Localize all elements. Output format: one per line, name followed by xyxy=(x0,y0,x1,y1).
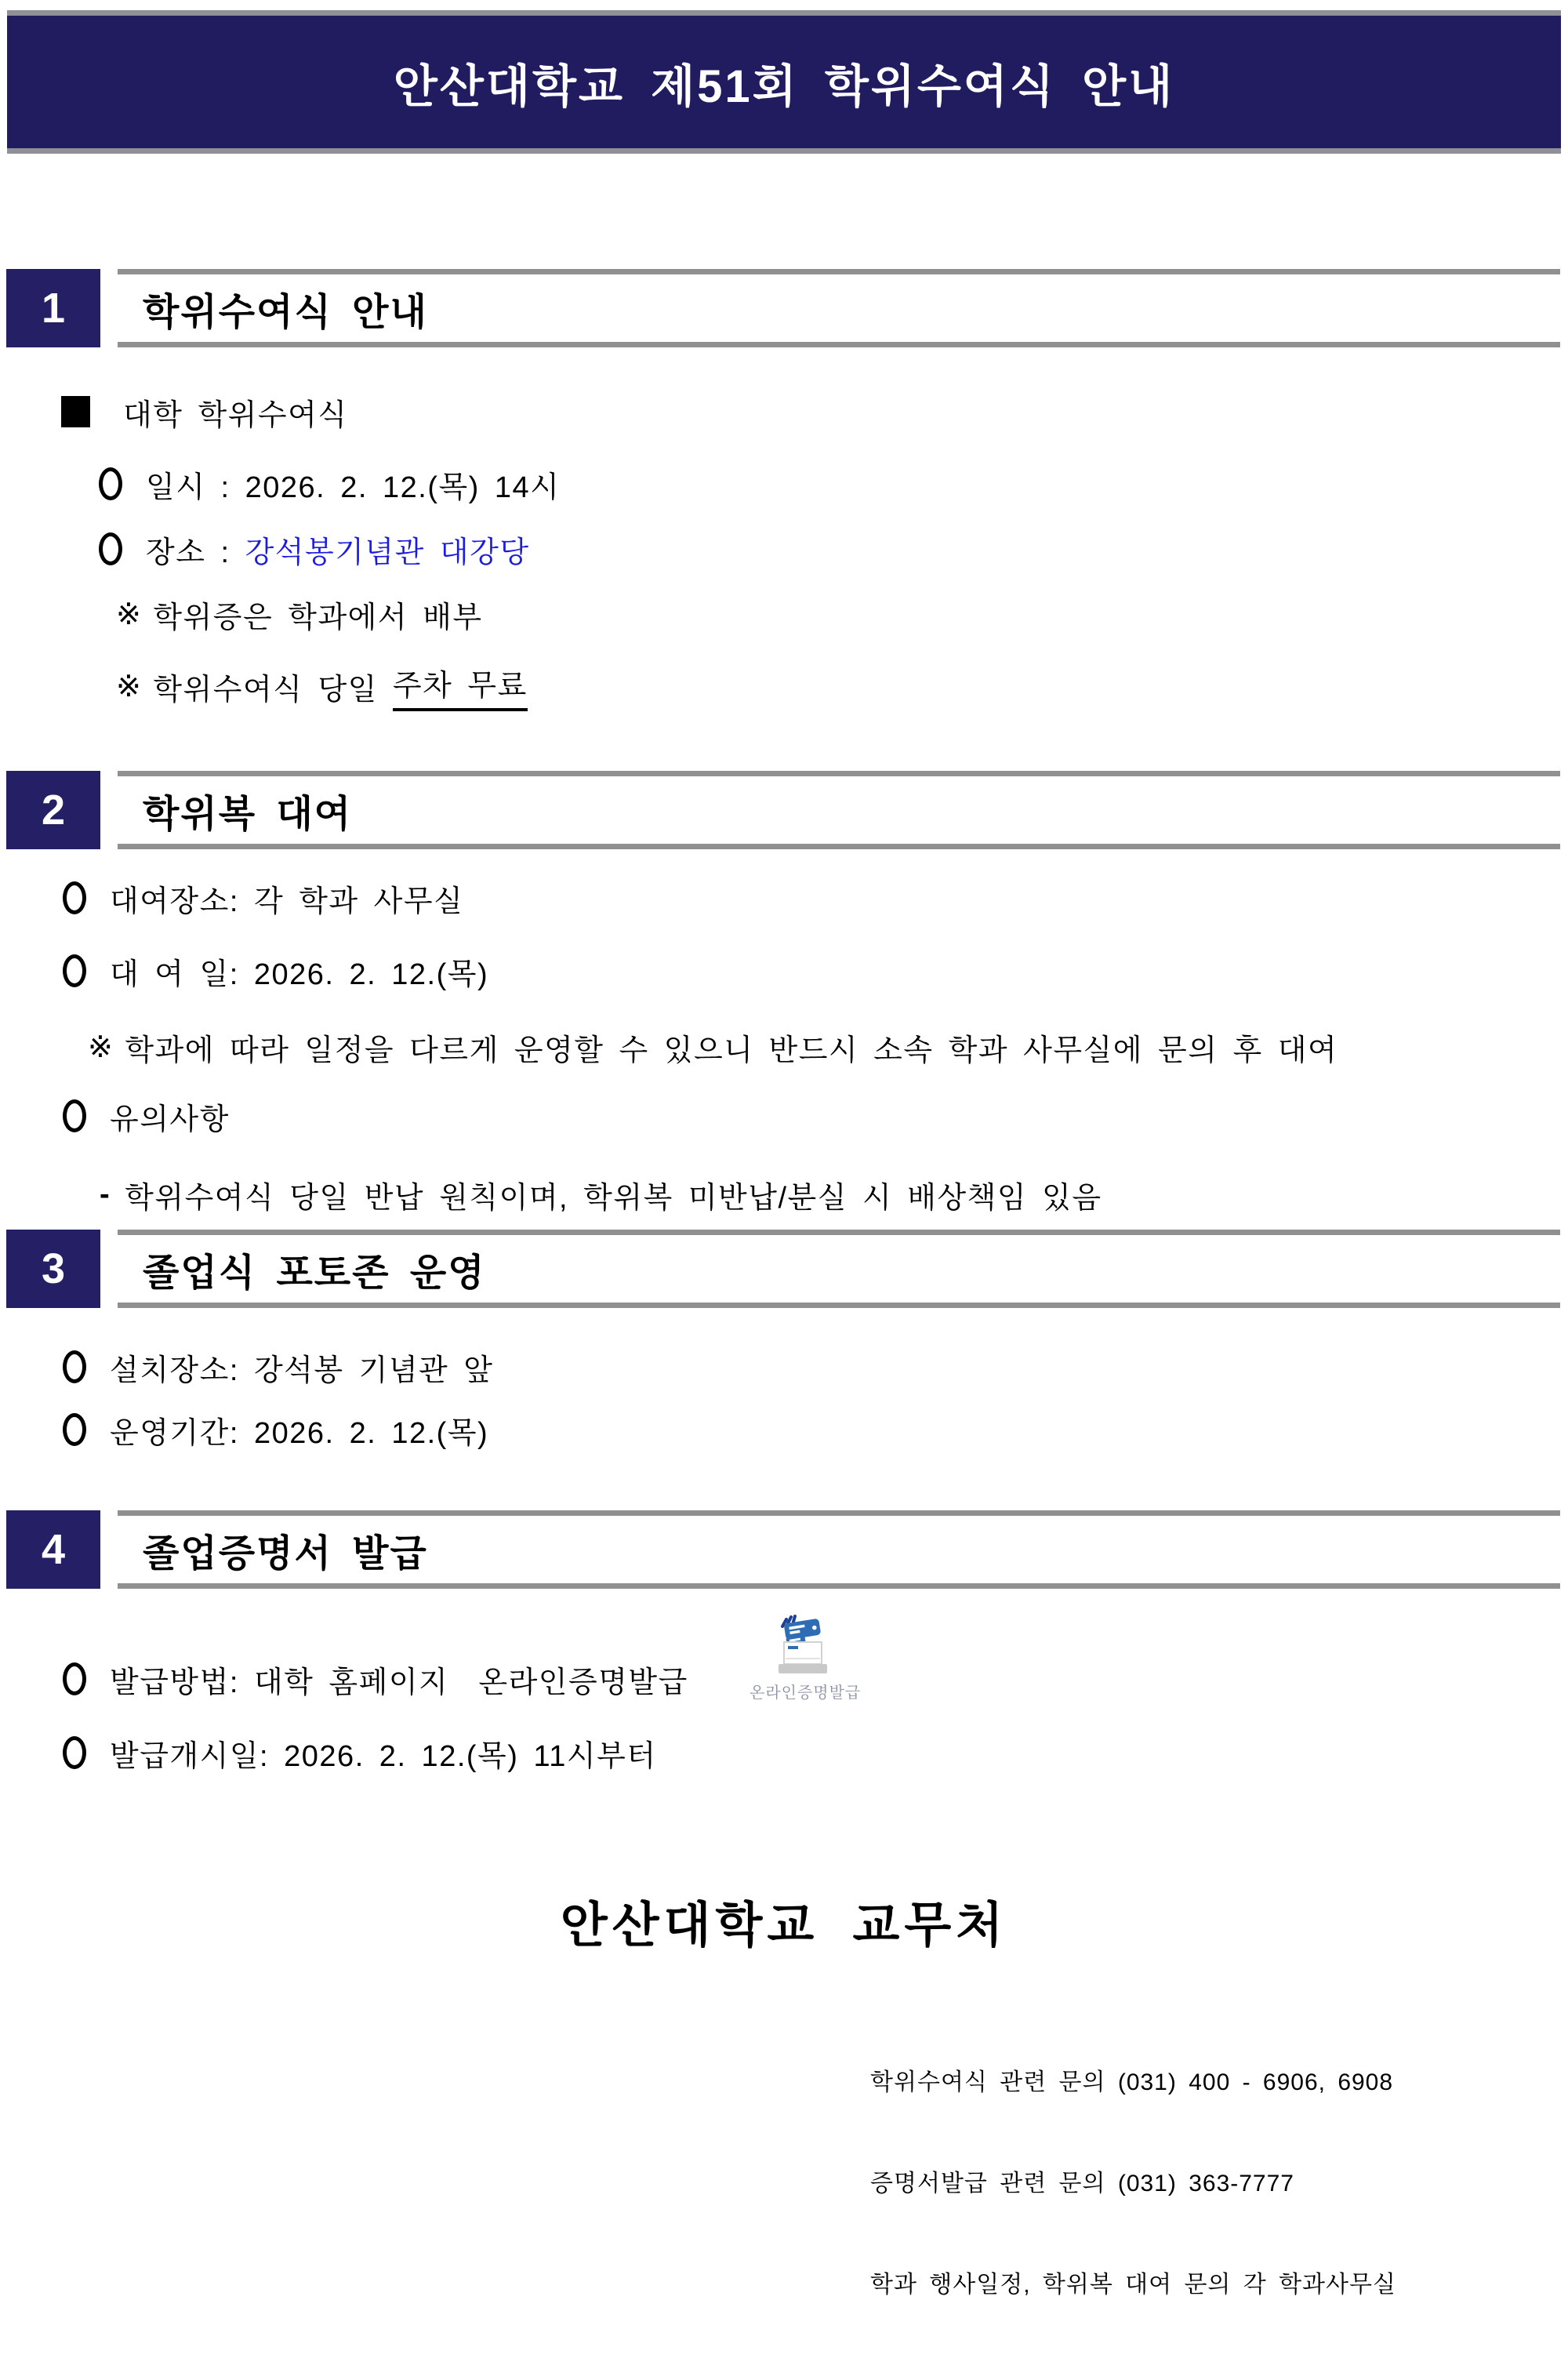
square-bullet-icon xyxy=(61,396,90,427)
circle-bullet-icon xyxy=(63,1350,86,1383)
section-2-header-gap xyxy=(100,771,118,849)
s2-line2-text: 대 여 일: 2026. 2. 12.(목) xyxy=(110,957,489,991)
s2-line1 xyxy=(63,878,463,917)
section-1-number: 1 xyxy=(6,269,100,347)
section-4-header xyxy=(6,1510,1560,1589)
section-3-header-gap xyxy=(100,1230,118,1308)
section-1-header-gap xyxy=(100,269,118,347)
dash-bullet-icon: - xyxy=(100,1177,111,1211)
title-banner xyxy=(7,10,1561,154)
s3-line2-text: 운영기간: 2026. 2. 12.(목) xyxy=(110,1416,489,1450)
s3-line1 xyxy=(63,1347,494,1386)
s1-intro-line xyxy=(61,392,348,431)
section-3-rule xyxy=(118,1230,1560,1308)
circle-bullet-icon xyxy=(63,1413,86,1446)
contact-line-ceremony: 학위수여식 관련 문의 (031) 400 - 6906, 6908 xyxy=(870,2069,1394,2095)
contact-info-block xyxy=(870,1998,1396,2369)
s1-note2-line xyxy=(116,667,528,706)
issuing-office-title: 안산대학교 교무처 xyxy=(560,1898,1008,1953)
s4-line1-text: 발급방법: 대학 홈페이지 온라인증명발급 xyxy=(110,1666,688,1699)
section-2-number: 2 xyxy=(6,771,100,849)
section-4-number: 4 xyxy=(6,1510,100,1589)
s4-line2-text: 발급개시일: 2026. 2. 12.(목) 11시부터 xyxy=(110,1739,657,1773)
s1-datetime-text: 일시 : 2026. 2. 12.(목) 14시 xyxy=(146,471,561,504)
section-2-header xyxy=(6,771,1560,849)
reference-mark-icon: ※ xyxy=(116,670,143,703)
s2-note-line xyxy=(88,1027,1338,1066)
section-2-rule xyxy=(118,771,1560,849)
contact-line-department: 학과 행사일정, 학위복 대여 문의 각 학과사무실 xyxy=(870,2272,1396,2298)
circle-bullet-icon xyxy=(63,881,86,914)
document-title: 안산대학교 제51회 학위수여식 안내 xyxy=(393,60,1175,112)
circle-bullet-icon xyxy=(99,532,122,565)
s2-line3 xyxy=(63,1096,230,1135)
s2-line3-text: 유의사항 xyxy=(110,1103,230,1136)
s3-line1-text: 설치장소: 강석봉 기념관 앞 xyxy=(110,1353,494,1387)
circle-bullet-icon xyxy=(63,1662,86,1695)
section-2-title: 학위복 대여 xyxy=(143,793,353,835)
section-1-title: 학위수여식 안내 xyxy=(143,291,428,333)
section-1-rule xyxy=(118,269,1560,347)
section-4-title: 졸업증명서 발급 xyxy=(143,1532,428,1575)
circle-bullet-icon xyxy=(63,1099,86,1132)
s1-venue-value: 강석봉기념관 대강당 xyxy=(245,536,530,569)
circle-bullet-icon xyxy=(63,1736,86,1769)
circle-bullet-icon xyxy=(99,467,122,500)
s2-line2 xyxy=(63,951,488,990)
online-certificate-printer-icon xyxy=(775,1614,831,1678)
contact-line-certificate: 증명서발급 관련 문의 (031) 363-7777 xyxy=(870,2171,1294,2196)
s2-sub-line xyxy=(100,1175,1102,1214)
s1-venue-line xyxy=(99,529,530,569)
s1-note2-underlined: 주차 무료 xyxy=(393,661,528,711)
section-4-rule xyxy=(118,1510,1560,1589)
section-3-number: 3 xyxy=(6,1230,100,1308)
s1-note2-prefix: 학위수여식 당일 xyxy=(153,673,393,707)
reference-mark-icon: ※ xyxy=(116,598,143,631)
section-4-header-gap xyxy=(100,1510,118,1589)
s1-intro-text: 대학 학위수여식 xyxy=(123,398,348,432)
s1-venue-label: 장소 : xyxy=(146,536,245,569)
section-1-header xyxy=(6,269,1560,347)
s3-line2 xyxy=(63,1410,488,1449)
section-3-title: 졸업식 포토존 운영 xyxy=(143,1252,486,1294)
reference-mark-icon: ※ xyxy=(88,1030,114,1064)
s1-note1-text: 학위증은 학과에서 배부 xyxy=(153,601,483,634)
s2-line1-text: 대여장소: 각 학과 사무실 xyxy=(110,885,464,918)
s4-line2 xyxy=(63,1733,657,1772)
s2-sub-text: 학위수여식 당일 반납 원칙이며, 학위복 미반납/분실 시 배상책임 있음 xyxy=(125,1181,1102,1215)
s1-datetime-line xyxy=(99,464,560,503)
s4-line1 xyxy=(63,1659,688,1699)
section-3-header xyxy=(6,1230,1560,1308)
s2-note-text: 학과에 따라 일정을 다르게 운영할 수 있으니 반드시 소속 학과 사무실에 문의 후 대여 xyxy=(125,1034,1338,1067)
circle-bullet-icon xyxy=(63,954,86,987)
printer-icon-caption: 온라인증명발급 xyxy=(750,1684,862,1702)
s1-note1-line xyxy=(116,594,483,634)
